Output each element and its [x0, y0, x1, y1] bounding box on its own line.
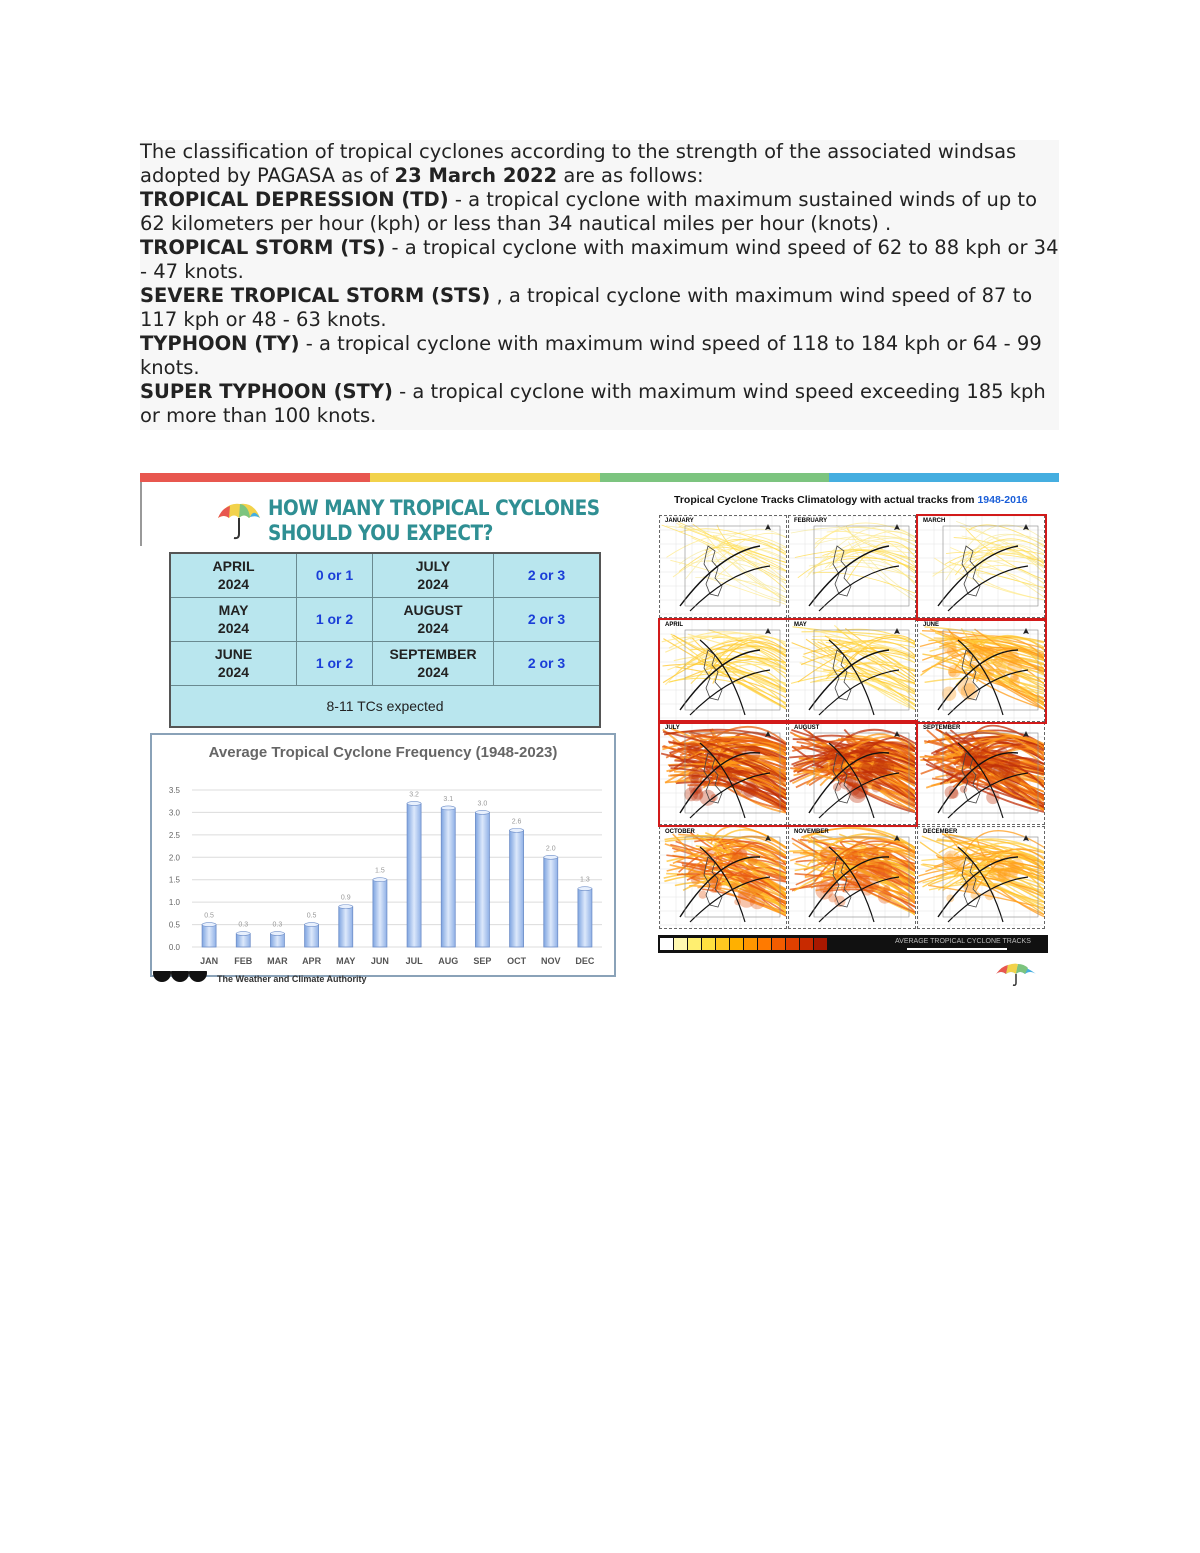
- x-tick-label: MAY: [336, 956, 356, 966]
- umbrella-icon: [216, 500, 262, 542]
- track-map-january: [659, 515, 787, 618]
- month-label: JULY: [415, 558, 451, 575]
- climatology-title: [674, 494, 1028, 506]
- track-density-map: [660, 516, 786, 617]
- legend-swatch: [702, 938, 715, 950]
- class-sty: [140, 380, 1059, 428]
- legend-label: AVERAGE TROPICAL CYCLONE TRACKS: [895, 938, 1031, 945]
- bar: [578, 889, 592, 947]
- map-month-label: MARCH: [923, 518, 946, 524]
- track-map-september: [917, 722, 1045, 825]
- bar: [544, 857, 558, 947]
- count-value: 0 or 1: [297, 553, 373, 597]
- table-row: [170, 553, 600, 597]
- data-label: 0.3: [238, 921, 249, 929]
- month-cell: [373, 641, 494, 685]
- count-value: 2 or 3: [494, 641, 601, 685]
- legend-swatches: [660, 938, 828, 950]
- y-tick-label: 0.5: [168, 920, 180, 930]
- data-label: 1.5: [375, 867, 385, 875]
- map-month-label: NOVEMBER: [794, 828, 829, 835]
- data-label: 3.1: [443, 795, 454, 803]
- bar-cap: [544, 855, 558, 859]
- month-cell: [373, 597, 494, 641]
- month-label: AUGUST: [403, 602, 463, 618]
- class-desc: - a tropical cyclone with maximum wind speed of 118 to 184 kph or 64 - 99 knots.: [140, 332, 1042, 379]
- bar: [441, 808, 455, 947]
- track-density-map: [918, 827, 1044, 928]
- x-tick-label: DEC: [575, 956, 595, 966]
- bar: [202, 925, 216, 947]
- intro-text-end: are as follows:: [557, 164, 704, 187]
- frequency-chart: [150, 733, 616, 977]
- data-label: 1.3: [580, 876, 590, 884]
- month-cell: [373, 553, 494, 597]
- climatology-title-years: 1948-2016: [977, 494, 1028, 506]
- map-month-label: JUNE: [923, 621, 940, 628]
- x-tick-label: OCT: [507, 956, 527, 966]
- count-value: 1 or 2: [297, 641, 373, 685]
- arrow-icon: [907, 948, 1007, 950]
- stripe-red: [140, 473, 370, 482]
- track-density-map: [789, 827, 915, 928]
- density-legend: [658, 935, 1048, 953]
- bar-cap: [510, 828, 524, 832]
- month-label: JUNE: [214, 646, 253, 662]
- intro-text: The classification of tropical cyclones according to the strength of the associated windsas adopted by PAGASA as of: [140, 140, 1017, 187]
- intro-date: 23 March 2022: [394, 164, 558, 187]
- legend-swatch: [814, 938, 827, 950]
- umbrella-icon: [994, 962, 1038, 986]
- x-tick-label: SEP: [473, 956, 492, 966]
- month-label: APRIL: [212, 558, 255, 575]
- title-line-1: HOW MANY TROPICAL CYCLONES: [268, 496, 600, 520]
- y-tick-label: 3.5: [168, 786, 180, 795]
- bar: [407, 803, 421, 947]
- track-map-november: [788, 826, 916, 929]
- map-month-label: DECEMBER: [923, 828, 958, 835]
- map-month-label: FEBRUARY: [794, 518, 828, 524]
- month-cell: [170, 641, 297, 685]
- y-tick-label: 2.0: [168, 853, 180, 863]
- bar-cap: [373, 878, 387, 882]
- count-value: 1 or 2: [297, 597, 373, 641]
- legend-swatch: [772, 938, 785, 950]
- infographic-title: [268, 496, 645, 546]
- month-label: MAY: [218, 602, 249, 618]
- infographic: [140, 482, 1059, 987]
- year-label: 2024: [217, 664, 250, 680]
- y-tick-label: 2.5: [168, 830, 180, 840]
- month-cell: [170, 597, 297, 641]
- map-month-label: JANUARY: [665, 518, 694, 524]
- highlight-frame: [658, 618, 1047, 725]
- bar-cap: [236, 932, 250, 936]
- class-name: SEVERE TROPICAL STORM (STS): [140, 284, 491, 307]
- data-label: 0.3: [272, 921, 283, 929]
- title-line-2: SHOULD YOU EXPECT?: [268, 521, 493, 545]
- table-row: [170, 597, 600, 641]
- bar-cap: [339, 905, 353, 909]
- class-desc: - a tropical cyclone with maximum wind speed exceeding 185 kph or more than 100 knots.: [140, 380, 1046, 427]
- total-expected: 8-11 TCs expected: [170, 685, 600, 727]
- class-ts: [140, 236, 1059, 284]
- bar-cap: [578, 887, 592, 891]
- map-month-label: APRIL: [665, 621, 683, 628]
- map-month-label: JULY: [665, 725, 680, 731]
- data-label: 0.5: [306, 912, 317, 920]
- bar-cap: [305, 923, 319, 927]
- legend-swatch: [716, 938, 729, 950]
- year-label: 2024: [417, 576, 449, 593]
- bar-cap: [441, 806, 455, 810]
- count-value: 2 or 3: [494, 553, 601, 597]
- legend-swatch: [758, 938, 771, 950]
- intro-paragraph: [140, 140, 1059, 188]
- count-value: 2 or 3: [494, 597, 601, 641]
- track-map-december: [917, 826, 1045, 929]
- data-label: 3.2: [409, 791, 419, 799]
- month-label: SEPTEMBER: [389, 646, 477, 662]
- bar-cap: [407, 801, 421, 805]
- track-map-grid: [659, 515, 1047, 929]
- class-sts: [140, 284, 1059, 332]
- table-row: [170, 641, 600, 685]
- stripe-blue: [829, 473, 1059, 482]
- map-month-label: SEPTEMBER: [923, 725, 961, 731]
- year-label: 2024: [417, 620, 449, 636]
- stripe-green: [600, 473, 830, 482]
- bar-cap: [270, 932, 284, 936]
- x-tick-label: NOV: [540, 956, 561, 966]
- year-label: 2024: [217, 620, 250, 636]
- legend-swatch: [730, 938, 743, 950]
- y-tick-label: 1.0: [168, 898, 180, 908]
- class-desc: - a tropical cyclone with maximum sustained winds of up to 62 kilometers per hour (kph) or less than 34 nautical miles per hour (knots) .: [140, 188, 1037, 235]
- month-cell: [170, 553, 297, 597]
- x-tick-label: JAN: [200, 956, 219, 966]
- year-label: 2024: [217, 576, 250, 593]
- highlight-frame: [916, 514, 1047, 621]
- y-tick-label: 3.0: [168, 808, 180, 818]
- map-month-label: MAY: [794, 621, 807, 628]
- table-footer-row: [170, 685, 600, 727]
- legend-swatch: [786, 938, 799, 950]
- classification-text: [140, 140, 1059, 430]
- map-month-label: AUGUST: [794, 725, 820, 731]
- legend-swatch: [744, 938, 757, 950]
- data-label: 2.6: [511, 818, 522, 826]
- data-label: 3.0: [477, 800, 488, 808]
- chart-title: Average Tropical Cyclone Frequency (1948-2023): [208, 744, 558, 761]
- x-tick-label: AUG: [438, 956, 459, 966]
- legend-swatch: [660, 938, 673, 950]
- agency-logo: [152, 971, 212, 985]
- legend-swatch: [674, 938, 687, 950]
- x-tick-label: MAR: [267, 956, 288, 966]
- agency-tagline: The Weather and Climate Authority: [217, 974, 367, 984]
- data-label: 2.0: [545, 845, 556, 853]
- year-label: 2024: [417, 664, 449, 680]
- bar-chart-svg: [152, 735, 614, 975]
- class-name: SUPER TYPHOON (STY): [140, 380, 393, 403]
- x-tick-label: APR: [302, 956, 322, 966]
- class-desc: - a tropical cyclone with maximum wind speed of 62 to 88 kph or 34 - 47 knots.: [140, 236, 1059, 283]
- track-density-map: [660, 827, 786, 928]
- x-tick-label: JUN: [370, 956, 389, 966]
- class-name: TROPICAL STORM (TS): [140, 236, 386, 259]
- track-density-map: [918, 723, 1044, 824]
- climatology-title-text: Tropical Cyclone Tracks Climatology with actual tracks from: [674, 494, 978, 506]
- expectation-table: [169, 552, 601, 728]
- data-label: 0.5: [204, 912, 214, 920]
- bar: [339, 907, 353, 947]
- stripe-yellow: [370, 473, 600, 482]
- x-tick-label: FEB: [234, 956, 253, 966]
- climatology-panel: [656, 488, 1059, 985]
- x-tick-label: JUL: [405, 956, 423, 966]
- y-tick-label: 1.5: [168, 875, 180, 885]
- bar: [475, 812, 489, 947]
- bar: [305, 925, 319, 947]
- track-map-february: [788, 515, 916, 618]
- highlight-frame: [658, 720, 918, 827]
- track-density-map: [789, 516, 915, 617]
- class-td: [140, 188, 1059, 236]
- data-label: 0.9: [340, 894, 351, 902]
- track-map-october: [659, 826, 787, 929]
- color-stripe: [140, 473, 1059, 482]
- bar: [510, 830, 524, 947]
- class-name: TYPHOON (TY): [140, 332, 300, 355]
- panel-edge: [140, 482, 142, 546]
- legend-swatch: [800, 938, 813, 950]
- bar-cap: [475, 810, 489, 814]
- legend-swatch: [688, 938, 701, 950]
- bar-cap: [202, 923, 216, 927]
- map-month-label: OCTOBER: [665, 828, 695, 835]
- class-name: TROPICAL DEPRESSION (TD): [140, 188, 449, 211]
- class-desc: , a tropical cyclone with maximum wind speed of 87 to 117 kph or 48 - 63 knots.: [140, 284, 1033, 331]
- bar: [373, 880, 387, 947]
- class-ty: [140, 332, 1059, 380]
- y-tick-label: 0.0: [168, 943, 180, 952]
